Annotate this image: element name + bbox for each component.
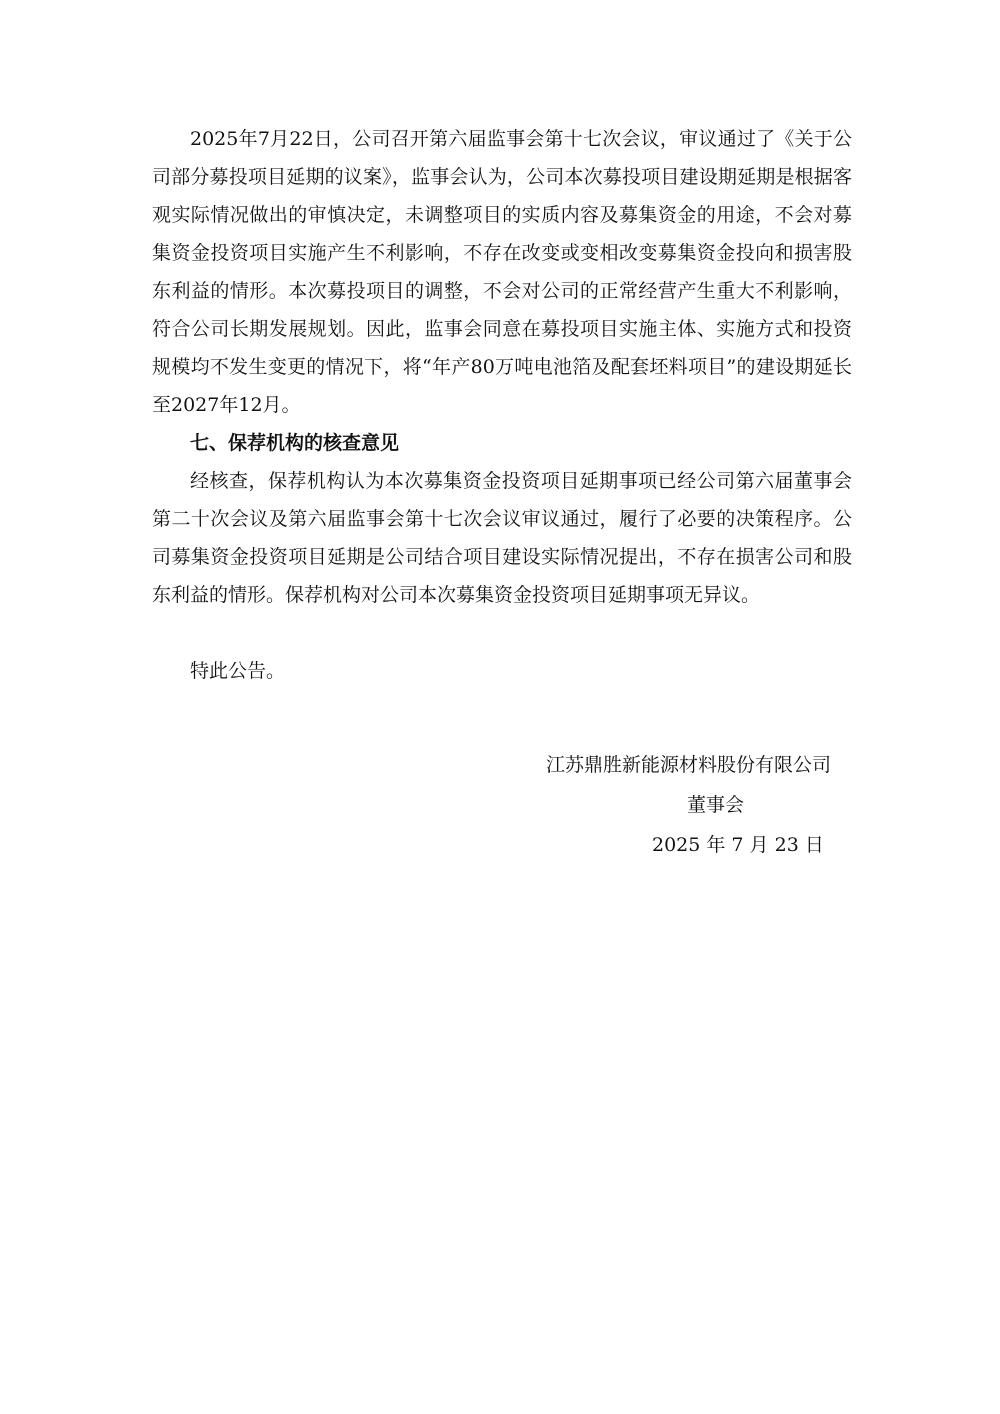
signature-board: 董事会 <box>687 794 745 816</box>
paragraph-supervisory-board-opinion: 2025年7月22日，公司召开第六届监事会第十七次会议，审议通过了《关于公司部分募投项目延期的议案》，监事会认为，公司本次募投项目建设期延期是根据客观实际情况做出的审慎决定，未调整项目的实质内容及募集资金的用途，不会对募集资金投资项目实施产生不利影响，不存在改变或变相改变募集资金投向和损害股东利益的情形。本次募投项目的调整，不会对公司的正常经营产生重大不利影响，符合公司长期发展规划。因此，监事会同意在募投项目实施主体、实施方式和投资规模均不发生变更的情况下，将“年产80万吨电池箔及配套坯料项目”的建设期延长至2027年12月。 <box>152 128 852 416</box>
signature-company: 江苏鼎胜新能源材料股份有限公司 <box>546 754 832 776</box>
closing-statement: 特此公告。 <box>190 660 286 682</box>
signature-date: 2025 年 7 月 23 日 <box>652 834 824 856</box>
document-body <box>152 120 852 690</box>
section-heading-sponsor-opinion: 七、保荐机构的核查意见 <box>190 432 400 454</box>
paragraph-sponsor-opinion: 经核查，保荐机构认为本次募集资金投资项目延期事项已经公司第六届董事会第二十次会议及第六届监事会第十七次会议审议通过，履行了必要的决策程序。公司募集资金投资项目延期是公司结合项目建设实际情况提出，不存在损害公司和股东利益的情形。保荐机构对公司本次募集资金投资项目延期事项无异议。 <box>152 470 852 606</box>
signature-block <box>540 745 860 865</box>
